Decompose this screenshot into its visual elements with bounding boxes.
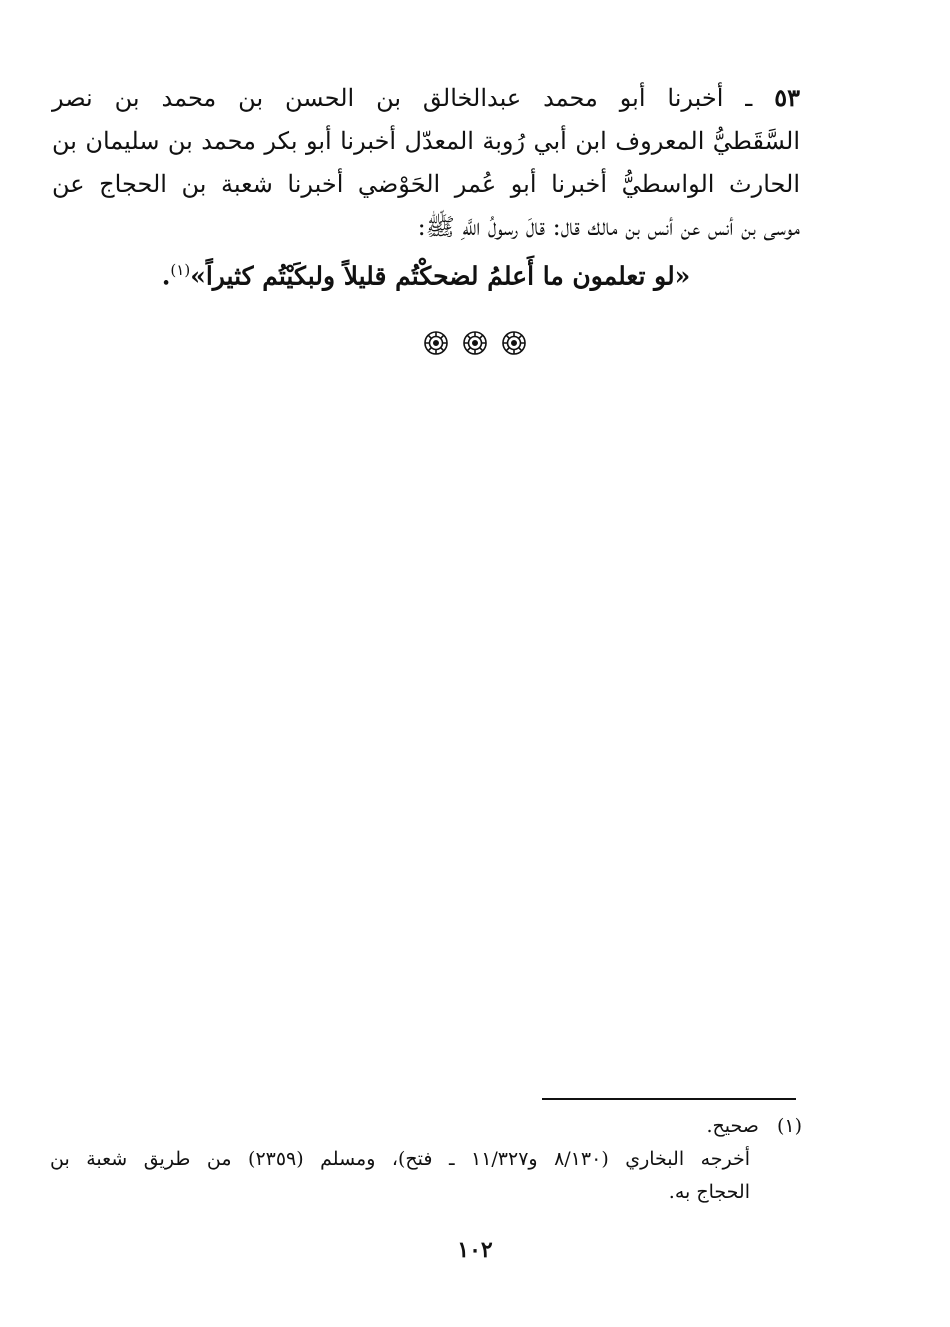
page-number: ١٠٢ [457,1237,493,1263]
hadith-text [52,250,800,296]
isnad-line-1-text: ـ أخبرنا أبو محمد عبدالخالق بن الحسن بن محمد بن نصر [52,84,775,112]
isnad-line-4: موسى بن أنس عن أنس بن مالك قال: قالَ رسولُ اللَّهِ ﷺ: [417,213,800,241]
footnote-1-grade: صحيح. [706,1115,759,1137]
hadith-isnad [52,76,800,249]
hadith-number: ٥٣ [774,83,800,112]
footnote-separator [542,1098,796,1100]
rosette-icon [462,330,488,356]
isnad-line-1 [52,76,800,120]
footnote-1-line-2: الحجاج به. [668,1181,750,1203]
section-divider-ornaments [0,330,950,356]
hadith-quote-end: . [161,261,171,291]
rosette-icon [423,330,449,356]
footnote-1-line-1: أخرجه البخاري (٨/١٣٠ و١١/٣٢٧ ـ فتح)، ومسلم (٢٣٥٩) من طريق شعبة بن [50,1148,751,1170]
isnad-line-2: السَّقَطيُّ المعروف ابن أبي رُوبة المعدّل أخبرنا أبو بكر محمد بن سليمان بن [52,127,800,155]
footnote-1-body [50,1143,750,1209]
hadith-quote-text: «لو تعلمون ما أَعلمُ لضحكْتُم قليلاً ولبكَيْتُم كثيراً» [190,261,691,291]
rosette-icon [501,330,527,356]
isnad-line-3: الحارث الواسطيُّ أخبرنا أبو عُمر الحَوْضي أخبرنا شعبة بن الحجاج عن [52,170,800,198]
footnote-1-marker: (١) [776,1115,802,1137]
footnote-1-header [50,1110,802,1143]
footnote-reference: (١) [170,261,191,279]
footnotes [50,1110,802,1209]
